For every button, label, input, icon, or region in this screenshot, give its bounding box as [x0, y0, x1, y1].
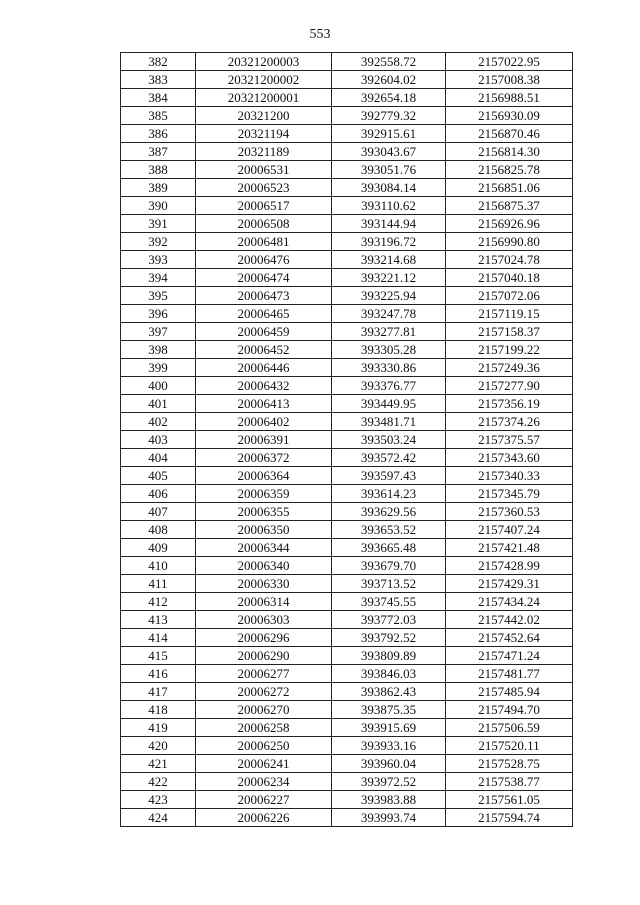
x-coordinate-cell: 393051.76 [332, 161, 446, 179]
row-index-cell: 394 [121, 269, 196, 287]
y-coordinate-cell: 2157340.33 [446, 467, 573, 485]
point-id-cell: 20006250 [196, 737, 332, 755]
point-id-cell: 20321194 [196, 125, 332, 143]
y-coordinate-cell: 2157434.24 [446, 593, 573, 611]
point-id-cell: 20006452 [196, 341, 332, 359]
coordinates-table [120, 52, 573, 827]
table-row [121, 755, 573, 773]
row-index-cell: 411 [121, 575, 196, 593]
table-row [121, 143, 573, 161]
y-coordinate-cell: 2157158.37 [446, 323, 573, 341]
y-coordinate-cell: 2157407.24 [446, 521, 573, 539]
y-coordinate-cell: 2156988.51 [446, 89, 573, 107]
row-index-cell: 383 [121, 71, 196, 89]
table-row [121, 233, 573, 251]
table-row [121, 323, 573, 341]
y-coordinate-cell: 2156990.80 [446, 233, 573, 251]
row-index-cell: 416 [121, 665, 196, 683]
x-coordinate-cell: 393110.62 [332, 197, 446, 215]
table-row [121, 611, 573, 629]
table-row [121, 413, 573, 431]
point-id-cell: 20006234 [196, 773, 332, 791]
row-index-cell: 403 [121, 431, 196, 449]
x-coordinate-cell: 393330.86 [332, 359, 446, 377]
table-row [121, 71, 573, 89]
table-row [121, 539, 573, 557]
x-coordinate-cell: 393809.89 [332, 647, 446, 665]
row-index-cell: 412 [121, 593, 196, 611]
x-coordinate-cell: 393597.43 [332, 467, 446, 485]
point-id-cell: 20006413 [196, 395, 332, 413]
row-index-cell: 423 [121, 791, 196, 809]
table-row [121, 179, 573, 197]
x-coordinate-cell: 393043.67 [332, 143, 446, 161]
point-id-cell: 20006473 [196, 287, 332, 305]
x-coordinate-cell: 393376.77 [332, 377, 446, 395]
table-row [121, 593, 573, 611]
x-coordinate-cell: 392779.32 [332, 107, 446, 125]
table-row [121, 647, 573, 665]
y-coordinate-cell: 2156930.09 [446, 107, 573, 125]
table-row [121, 683, 573, 701]
table-row [121, 575, 573, 593]
point-id-cell: 20006290 [196, 647, 332, 665]
table-row [121, 773, 573, 791]
row-index-cell: 424 [121, 809, 196, 827]
table-row [121, 809, 573, 827]
table-row [121, 377, 573, 395]
x-coordinate-cell: 393915.69 [332, 719, 446, 737]
table-row [121, 305, 573, 323]
x-coordinate-cell: 393713.52 [332, 575, 446, 593]
x-coordinate-cell: 393875.35 [332, 701, 446, 719]
point-id-cell: 20006270 [196, 701, 332, 719]
x-coordinate-cell: 393629.56 [332, 503, 446, 521]
row-index-cell: 401 [121, 395, 196, 413]
table-row [121, 557, 573, 575]
x-coordinate-cell: 393144.94 [332, 215, 446, 233]
row-index-cell: 397 [121, 323, 196, 341]
table-row [121, 215, 573, 233]
x-coordinate-cell: 393653.52 [332, 521, 446, 539]
y-coordinate-cell: 2157360.53 [446, 503, 573, 521]
point-id-cell: 20321189 [196, 143, 332, 161]
x-coordinate-cell: 393862.43 [332, 683, 446, 701]
x-coordinate-cell: 393792.52 [332, 629, 446, 647]
table-row [121, 161, 573, 179]
y-coordinate-cell: 2157343.60 [446, 449, 573, 467]
x-coordinate-cell: 393449.95 [332, 395, 446, 413]
point-id-cell: 20006508 [196, 215, 332, 233]
row-index-cell: 406 [121, 485, 196, 503]
y-coordinate-cell: 2157119.15 [446, 305, 573, 323]
x-coordinate-cell: 393277.81 [332, 323, 446, 341]
row-index-cell: 422 [121, 773, 196, 791]
table-row [121, 467, 573, 485]
x-coordinate-cell: 393960.04 [332, 755, 446, 773]
table-row [121, 701, 573, 719]
row-index-cell: 382 [121, 53, 196, 71]
row-index-cell: 417 [121, 683, 196, 701]
coordinates-table-body [121, 53, 573, 827]
table-row [121, 503, 573, 521]
y-coordinate-cell: 2157471.24 [446, 647, 573, 665]
x-coordinate-cell: 393481.71 [332, 413, 446, 431]
point-id-cell: 20006432 [196, 377, 332, 395]
y-coordinate-cell: 2157008.38 [446, 71, 573, 89]
point-id-cell: 20321200001 [196, 89, 332, 107]
row-index-cell: 409 [121, 539, 196, 557]
table-row [121, 485, 573, 503]
y-coordinate-cell: 2157506.59 [446, 719, 573, 737]
y-coordinate-cell: 2156825.78 [446, 161, 573, 179]
y-coordinate-cell: 2156875.37 [446, 197, 573, 215]
x-coordinate-cell: 392915.61 [332, 125, 446, 143]
point-id-cell: 20321200 [196, 107, 332, 125]
y-coordinate-cell: 2157594.74 [446, 809, 573, 827]
point-id-cell: 20006474 [196, 269, 332, 287]
point-id-cell: 20006227 [196, 791, 332, 809]
point-id-cell: 20006402 [196, 413, 332, 431]
point-id-cell: 20006272 [196, 683, 332, 701]
table-row [121, 89, 573, 107]
table-row [121, 125, 573, 143]
x-coordinate-cell: 392558.72 [332, 53, 446, 71]
row-index-cell: 413 [121, 611, 196, 629]
point-id-cell: 20006258 [196, 719, 332, 737]
point-id-cell: 20006372 [196, 449, 332, 467]
x-coordinate-cell: 393846.03 [332, 665, 446, 683]
y-coordinate-cell: 2157375.57 [446, 431, 573, 449]
table-row [121, 521, 573, 539]
x-coordinate-cell: 393933.16 [332, 737, 446, 755]
y-coordinate-cell: 2157429.31 [446, 575, 573, 593]
row-index-cell: 419 [121, 719, 196, 737]
x-coordinate-cell: 393196.72 [332, 233, 446, 251]
x-coordinate-cell: 392604.02 [332, 71, 446, 89]
y-coordinate-cell: 2157528.75 [446, 755, 573, 773]
y-coordinate-cell: 2157481.77 [446, 665, 573, 683]
x-coordinate-cell: 393503.24 [332, 431, 446, 449]
point-id-cell: 20006391 [196, 431, 332, 449]
table-row [121, 269, 573, 287]
point-id-cell: 20006340 [196, 557, 332, 575]
table-row [121, 665, 573, 683]
x-coordinate-cell: 393745.55 [332, 593, 446, 611]
y-coordinate-cell: 2156926.96 [446, 215, 573, 233]
row-index-cell: 387 [121, 143, 196, 161]
x-coordinate-cell: 393665.48 [332, 539, 446, 557]
y-coordinate-cell: 2157442.02 [446, 611, 573, 629]
point-id-cell: 20006303 [196, 611, 332, 629]
x-coordinate-cell: 393679.70 [332, 557, 446, 575]
x-coordinate-cell: 393614.23 [332, 485, 446, 503]
y-coordinate-cell: 2157040.18 [446, 269, 573, 287]
row-index-cell: 388 [121, 161, 196, 179]
table-row [121, 287, 573, 305]
point-id-cell: 20006517 [196, 197, 332, 215]
point-id-cell: 20006531 [196, 161, 332, 179]
point-id-cell: 20006355 [196, 503, 332, 521]
row-index-cell: 391 [121, 215, 196, 233]
row-index-cell: 420 [121, 737, 196, 755]
row-index-cell: 405 [121, 467, 196, 485]
table-row [121, 359, 573, 377]
point-id-cell: 20006481 [196, 233, 332, 251]
row-index-cell: 410 [121, 557, 196, 575]
x-coordinate-cell: 393305.28 [332, 341, 446, 359]
y-coordinate-cell: 2157199.22 [446, 341, 573, 359]
x-coordinate-cell: 393772.03 [332, 611, 446, 629]
point-id-cell: 20006523 [196, 179, 332, 197]
point-id-cell: 20006344 [196, 539, 332, 557]
table-row [121, 449, 573, 467]
point-id-cell: 20006241 [196, 755, 332, 773]
table-row [121, 431, 573, 449]
point-id-cell: 20006296 [196, 629, 332, 647]
point-id-cell: 20006446 [196, 359, 332, 377]
table-row [121, 53, 573, 71]
row-index-cell: 393 [121, 251, 196, 269]
y-coordinate-cell: 2156851.06 [446, 179, 573, 197]
point-id-cell: 20321200002 [196, 71, 332, 89]
row-index-cell: 389 [121, 179, 196, 197]
point-id-cell: 20006465 [196, 305, 332, 323]
x-coordinate-cell: 393972.52 [332, 773, 446, 791]
x-coordinate-cell: 393572.42 [332, 449, 446, 467]
row-index-cell: 386 [121, 125, 196, 143]
row-index-cell: 407 [121, 503, 196, 521]
row-index-cell: 408 [121, 521, 196, 539]
y-coordinate-cell: 2157024.78 [446, 251, 573, 269]
row-index-cell: 414 [121, 629, 196, 647]
y-coordinate-cell: 2157374.26 [446, 413, 573, 431]
table-row [121, 395, 573, 413]
y-coordinate-cell: 2157356.19 [446, 395, 573, 413]
point-id-cell: 20006277 [196, 665, 332, 683]
x-coordinate-cell: 392654.18 [332, 89, 446, 107]
y-coordinate-cell: 2157072.06 [446, 287, 573, 305]
y-coordinate-cell: 2156870.46 [446, 125, 573, 143]
table-row [121, 791, 573, 809]
x-coordinate-cell: 393084.14 [332, 179, 446, 197]
row-index-cell: 402 [121, 413, 196, 431]
row-index-cell: 390 [121, 197, 196, 215]
point-id-cell: 20006476 [196, 251, 332, 269]
table-row [121, 719, 573, 737]
x-coordinate-cell: 393993.74 [332, 809, 446, 827]
table-row [121, 629, 573, 647]
y-coordinate-cell: 2157538.77 [446, 773, 573, 791]
y-coordinate-cell: 2157428.99 [446, 557, 573, 575]
table-row [121, 737, 573, 755]
x-coordinate-cell: 393225.94 [332, 287, 446, 305]
point-id-cell: 20006459 [196, 323, 332, 341]
y-coordinate-cell: 2157421.48 [446, 539, 573, 557]
row-index-cell: 396 [121, 305, 196, 323]
row-index-cell: 384 [121, 89, 196, 107]
row-index-cell: 421 [121, 755, 196, 773]
table-row [121, 107, 573, 125]
x-coordinate-cell: 393983.88 [332, 791, 446, 809]
point-id-cell: 20321200003 [196, 53, 332, 71]
point-id-cell: 20006330 [196, 575, 332, 593]
y-coordinate-cell: 2157022.95 [446, 53, 573, 71]
point-id-cell: 20006359 [196, 485, 332, 503]
y-coordinate-cell: 2157561.05 [446, 791, 573, 809]
row-index-cell: 395 [121, 287, 196, 305]
row-index-cell: 400 [121, 377, 196, 395]
point-id-cell: 20006226 [196, 809, 332, 827]
y-coordinate-cell: 2157520.11 [446, 737, 573, 755]
row-index-cell: 415 [121, 647, 196, 665]
y-coordinate-cell: 2157345.79 [446, 485, 573, 503]
x-coordinate-cell: 393214.68 [332, 251, 446, 269]
point-id-cell: 20006314 [196, 593, 332, 611]
table-row [121, 197, 573, 215]
y-coordinate-cell: 2156814.30 [446, 143, 573, 161]
page-number: 553 [309, 27, 331, 42]
table-row [121, 341, 573, 359]
y-coordinate-cell: 2157494.70 [446, 701, 573, 719]
point-id-cell: 20006350 [196, 521, 332, 539]
row-index-cell: 399 [121, 359, 196, 377]
y-coordinate-cell: 2157452.64 [446, 629, 573, 647]
row-index-cell: 398 [121, 341, 196, 359]
y-coordinate-cell: 2157485.94 [446, 683, 573, 701]
row-index-cell: 418 [121, 701, 196, 719]
point-id-cell: 20006364 [196, 467, 332, 485]
x-coordinate-cell: 393221.12 [332, 269, 446, 287]
row-index-cell: 404 [121, 449, 196, 467]
y-coordinate-cell: 2157249.36 [446, 359, 573, 377]
x-coordinate-cell: 393247.78 [332, 305, 446, 323]
y-coordinate-cell: 2157277.90 [446, 377, 573, 395]
table-row [121, 251, 573, 269]
row-index-cell: 385 [121, 107, 196, 125]
row-index-cell: 392 [121, 233, 196, 251]
